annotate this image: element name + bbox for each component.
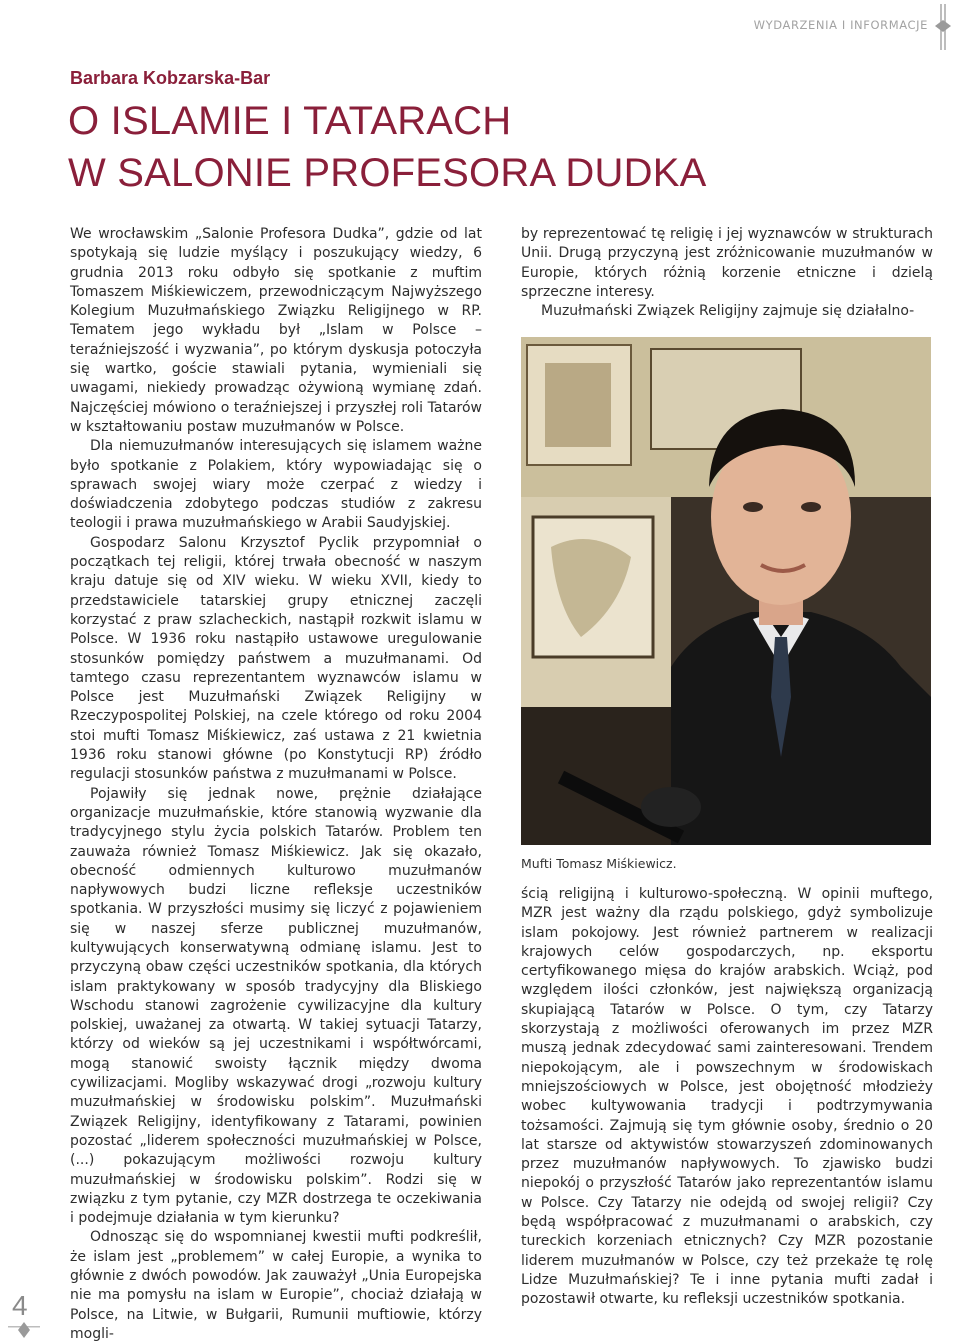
article-author: Barbara Kobzarska-Bar: [70, 68, 271, 88]
page-corner-ornament: [932, 4, 954, 50]
paragraph: Odnosząc się do wspomnianej kwestii mufti podkreślił, że islam jest „problemem” w całej Europie, a wynika to głównie z dwóch powodów. Jak zauważył „Unia Europejska nie ma pomysłu na islam w Europie”, chociaż działają w Polsce, na Litwie, w Bułgarii, Rumunii muftiowie, którzy mogli-: [70, 1229, 482, 1342]
paragraph: by reprezentować tę religię i jej wyznawców w strukturach Unii. Drugą przyczyną jest zróżnicowanie muzułmanów w Europie, których różnią korzenie etniczne i dzielą sprzeczne interesy.: [521, 226, 933, 300]
paragraph: Dla niemuzułmanów interesujących się islamem ważne było spotkanie z Polakiem, który wypowiadając się o sprawach swojej wiary może czerpać z wiedzy i doświadczenia zdobytego podczas studiów z zakresu teologii i prawa muzułmańskiego w Arabii Saudyjskiej.: [70, 438, 482, 532]
right-column-bottom: [521, 885, 933, 1310]
paragraph: Gospodarz Salonu Krzysztof Pyclik przypomniał o początkach tej religii, której trwała obecność w naszym kraju datuje się od XIV wieku. W wieku XVII, kiedy to przedstawiciele tatarskiej grupy etnicznej zaczęli korzystać z praw szlacheckich, nastąpił rozkwit islamu w Polsce. W 1936 roku nastąpiło ustawowe uregulowanie stosunków pomiędzy państwem a muzułmanami. Od tamtego czasu reprezentantem wyznawców islamu w Polsce jest Muzułmański Związek Religijny w Rzeczypospolitej Polskiej, na czele którego od roku 2004 stoi mufti Tomasz Miśkiewicz, zaś ustawa z 21 kwietnia 1936 roku stanowi główne (po Konstytucji RP) źródło regulacji stosunków państwa z muzułmanami w Polsce.: [70, 534, 482, 783]
left-column: [70, 225, 482, 1344]
paragraph: Pojawiły się jednak nowe, prężnie działające organizacje muzułmańskie, które stanowią wyzwanie dla tradycyjnego stylu życia polskich Tatarów. Problem ten zauważa również Tomasz Miśkiewicz. Jak się okazało, obecność odmiennych kulturowo muzułmanów napływowych budzi liczne refleksje uczestników spotkania. W przyszłości musimy się liczyć z pojawieniem się w naszej sferze publicznej muzułmanów, kultywujących konserwatywną odmianę islamu. Jest to przyczyną obaw części uczestników spotkania, dla których islam praktykowany w sposób tradycyjny dla Bliskiego Wschodu stanowi zagrożenie cywilizacyjne dla kultury polskiej, uważanej za otwartą. W takiej sytuacji Tatarzy, którzy od wieków są jej uczestnikami i współtwórcami, mogą stanowić swoisty łącznik między dwoma cywilizacjami. Mogliby wskazywać drogi „rozwoju kultury muzułmańskiej w środowisku polskim”. Muzułmański Związek Religijny, identyfikowany z Tatarami, powinien pozostać „liderem społeczności muzułmańskiej w Polsce, (...) pokazującym możliwości rozwoju kultury muzułmańskiej w środowisku polskim”. Rodzi się w związku z tym pytanie, czy MZR dostrzega te oczekiwania i podejmuje działania w tym kierunku?: [70, 785, 482, 1227]
paragraph: We wrocławskim „Salonie Profesora Dudka”, gdzie od lat spotykają się ludzie myślący i poszukujący wiedzy, 6 grudnia 2013 roku odbyło się spotkanie z muftim Tomaszem Miśkiewiczem, przewodniczącym Najwyższego Kolegium Muzułmańskiego Związku Religijnego w RP. Tematem jego wykładu był „Islam w Polsce – teraźniejszość i wyzwania”, po którym dyskusja potoczyła się wartko, goście stawiali pytania, wymieniali się uwagami, niekiedy prowadząc ożywioną wymianę zdań. Najczęściej mówiono o teraźniejszej i przyszłej roli Tatarów w kształtowaniu postaw muzułmanów w Polsce.: [70, 226, 482, 435]
page-number: 4: [12, 1290, 28, 1321]
paragraph: Muzułmański Związek Religijny zajmuje się działalno-: [541, 303, 915, 320]
right-column-top: [521, 225, 933, 321]
paragraph: ścią religijną i kulturowo-społeczną. W opinii muftego, MZR jest ważny dla rządu polskiego, gdyż symbolizuje islam pokojowy. Jest również partnerem w realizacji krajowych celów gospodarczych, np. eksportu certyfikowanego mięsa do krajów arabskich. Wciąż, pod względem ilości członków, jest największą organizacją skupiającą Tatarów w Polsce. O tym, czy Tatarzy skorzystają z możliwości oferowanych im przez MZR muszą jednak zdecydować sami zainteresowani. Trendem niepokojącym, ale i powszechnym w środowiskach mniejszościowych w Polsce, jest obojętność młodzieży wobec kultywowania tradycji i podtrzymywania tożsamości. Zajmują się tym głównie osoby, średnio o 20 lat starsze od aktywistów stowarzyszeń zdominowanych przez muzułmanów napływowych. To zjawisko budzi niepokój o przyszłość Tatarów jako reprezentantów islamu w Polsce. Czy Tatarzy nie odejdą od swojej religii? Czy będą współpracować z muzułmanami o arabskich, czy tureckich korzeniach etnicznych? Czy MZR pozostanie liderem muzułmanów w Polsce, czy też przekaże tę rolę Lidze Muzułmańskiej? Te i inne pytania mufti zadał i pozostawił otwarte, ku refleksji uczestników spotkania.: [521, 886, 933, 1308]
article-title-line-1: O ISLAMIE I TATARACH: [68, 99, 512, 143]
page-number-ornament: [8, 1322, 40, 1340]
mufti-portrait-photo: [521, 337, 931, 845]
article-title: [68, 95, 928, 199]
article-title-line-2: W SALONIE PROFESORA DUDKA: [68, 151, 707, 195]
photo-caption: Mufti Tomasz Miśkiewicz.: [521, 856, 677, 871]
section-label: WYDARZENIA I INFORMACJE: [753, 18, 928, 32]
